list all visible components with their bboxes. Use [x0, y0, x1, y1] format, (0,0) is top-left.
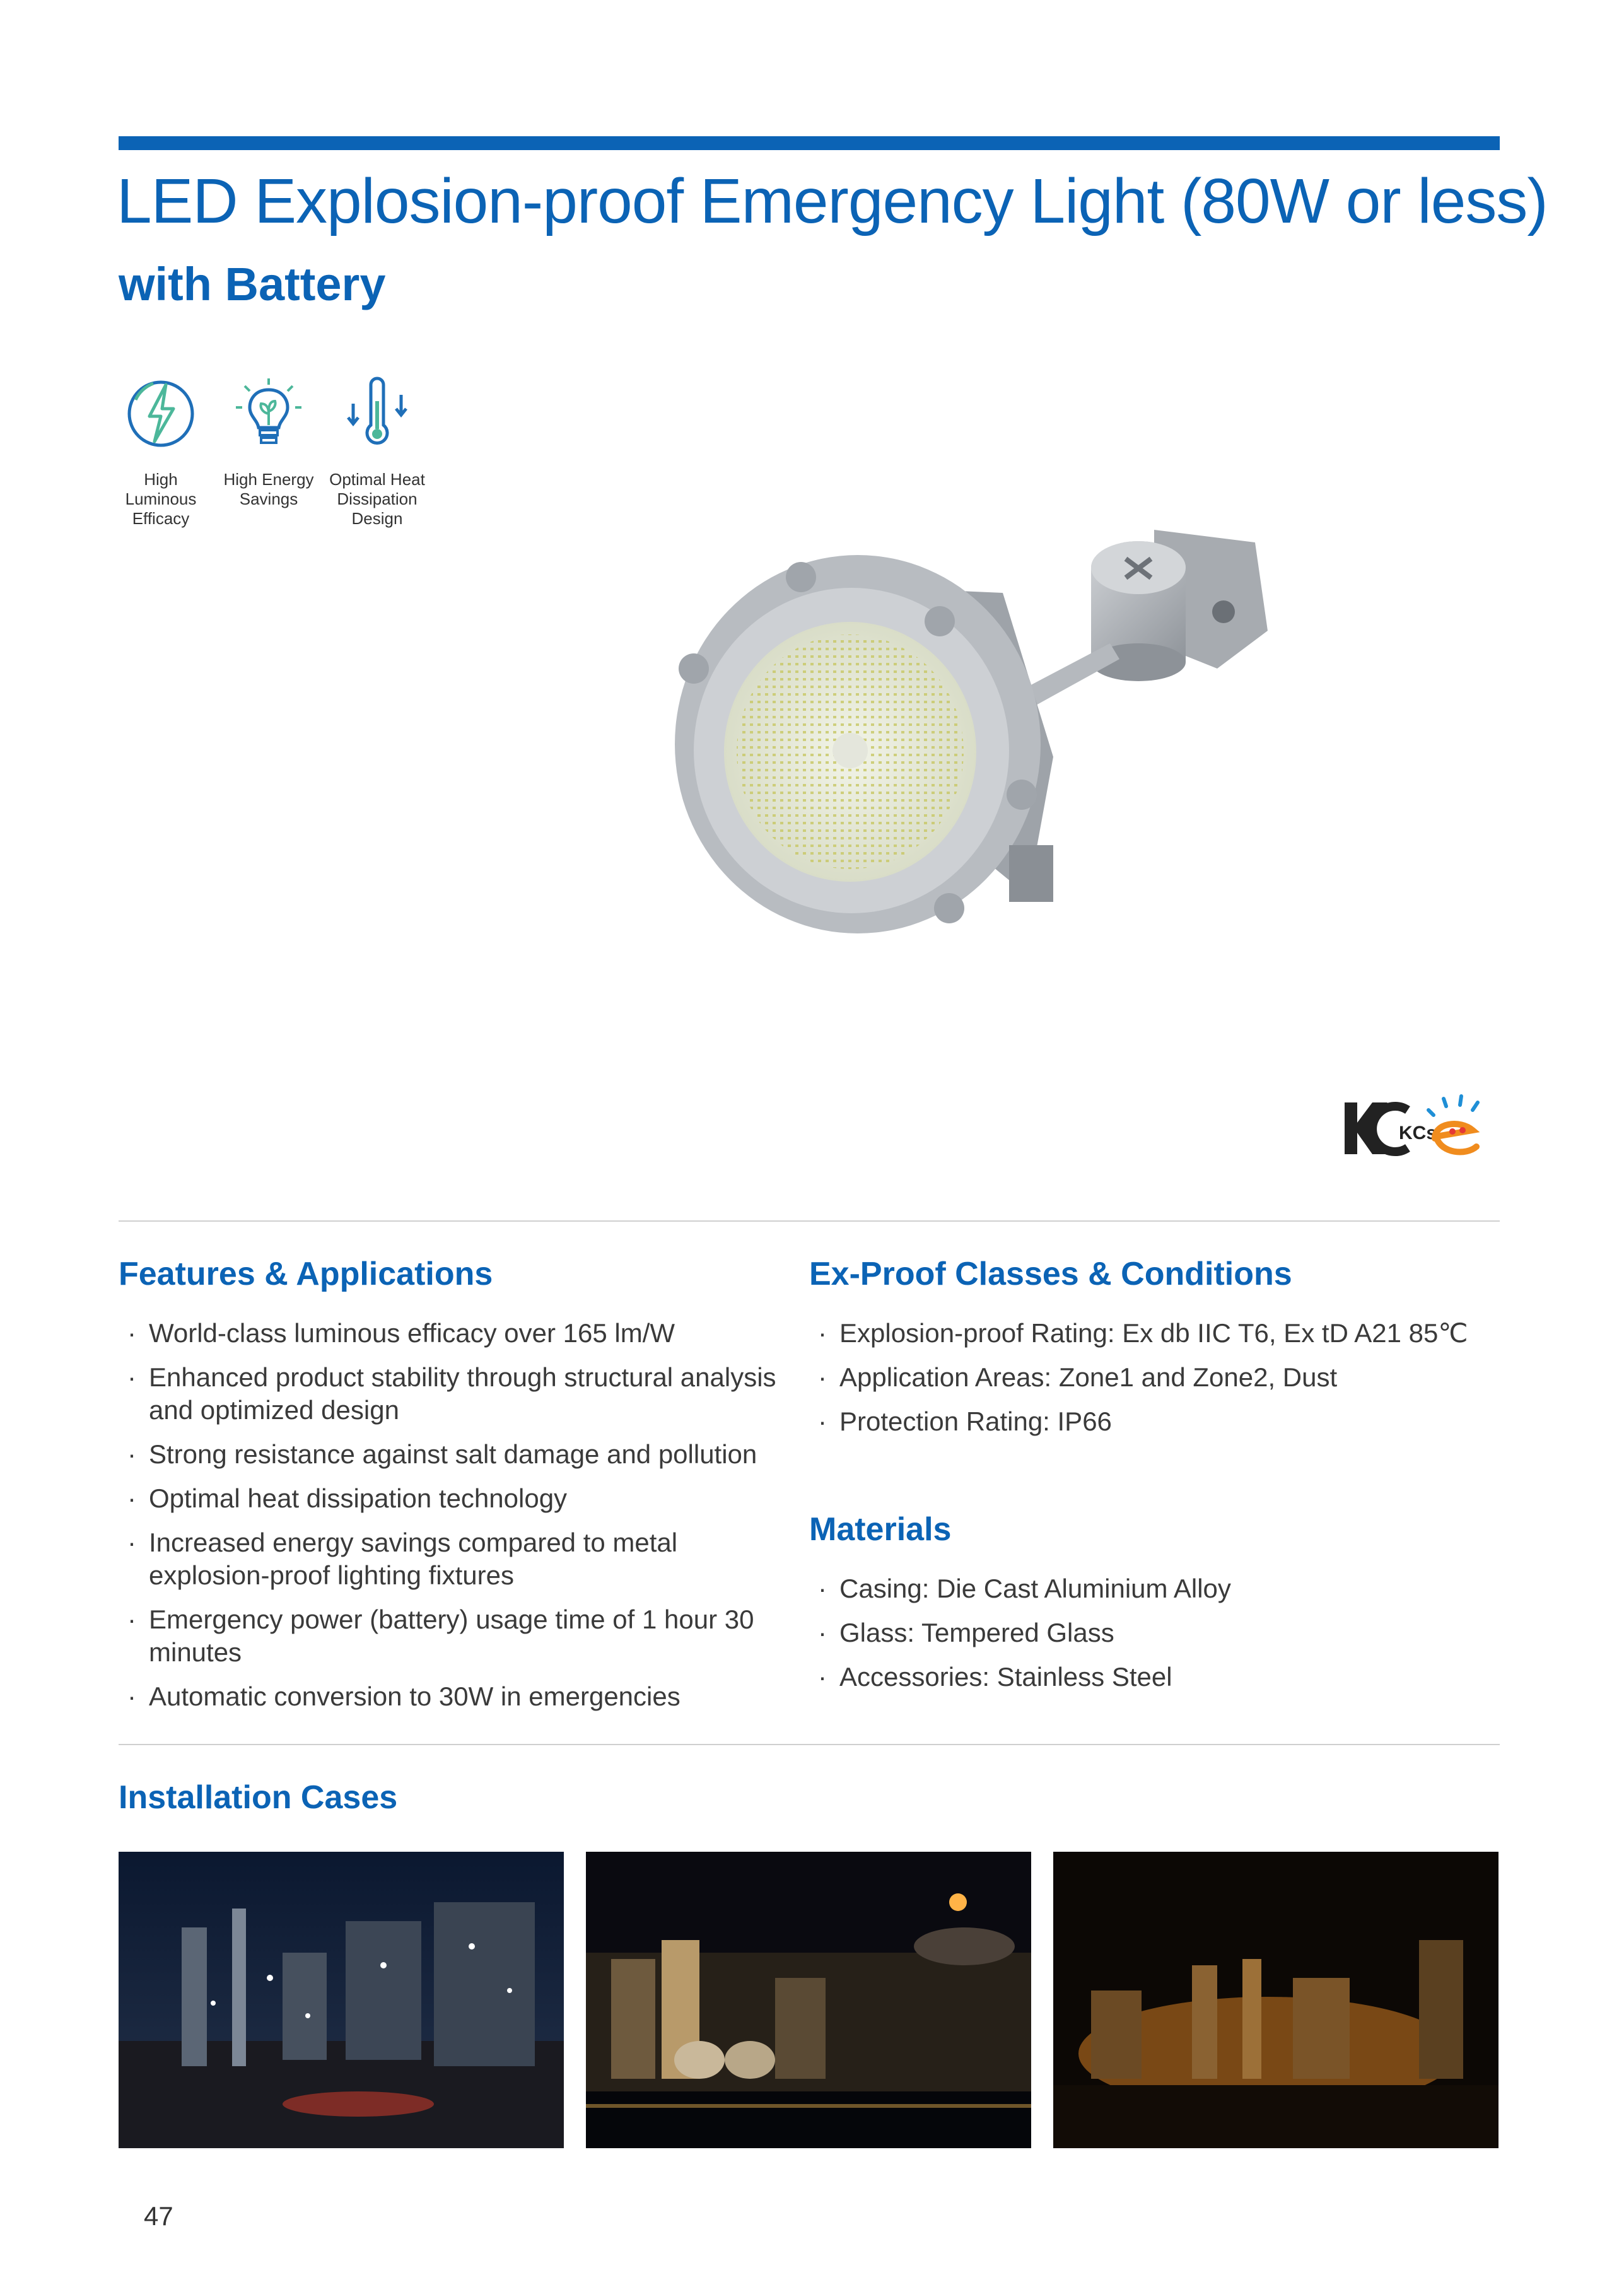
divider-1: [119, 1220, 1500, 1222]
installation-photo-2: [586, 1852, 1031, 2148]
list-item: · Casing: Die Cast Aluminium Alloy: [809, 1572, 1497, 1605]
thermometer-icon: [339, 376, 415, 452]
feature-label-efficacy: High Luminous Efficacy: [125, 470, 197, 528]
exproof-heading: Ex-Proof Classes & Conditions: [809, 1256, 1292, 1292]
list-item: · Enhanced product stability through structural analysis and optimized design: [119, 1361, 800, 1427]
features-list: [119, 1317, 800, 1724]
list-item: · Explosion-proof Rating: Ex db IIC T6, Ex tD A21 85℃: [809, 1317, 1497, 1350]
e-efficiency-mark-icon: [1416, 1091, 1492, 1167]
feature-icon-heat: [339, 376, 415, 455]
list-item: · World-class luminous efficacy over 165 lm/W: [119, 1317, 800, 1350]
lightbulb-plant-icon: [231, 376, 307, 452]
list-item: · Emergency power (battery) usage time of 1 hour 30 minutes: [119, 1603, 800, 1669]
list-item: · Application Areas: Zone1 and Zone2, Dust: [809, 1361, 1497, 1394]
features-heading: Features & Applications: [119, 1256, 493, 1292]
list-item: · Optimal heat dissipation technology: [119, 1482, 800, 1515]
list-item: · Protection Rating: IP66: [809, 1405, 1497, 1438]
page-title: LED Explosion-proof Emergency Light (80W or less): [117, 166, 1548, 237]
materials-heading: Materials: [809, 1511, 952, 1548]
product-image: [650, 517, 1280, 1022]
feature-label-heat: Optimal Heat Dissipation Design: [329, 470, 425, 528]
divider-2: [119, 1744, 1500, 1745]
installation-photo-1: [119, 1852, 564, 2148]
installation-photo-3: [1053, 1852, 1498, 2148]
feature-icon-efficacy: [123, 376, 199, 455]
list-item: · Increased energy savings compared to metal explosion-proof lighting fixtures: [119, 1526, 800, 1592]
list-item: · Strong resistance against salt damage and pollution: [119, 1438, 800, 1471]
feature-icon-savings: [231, 376, 307, 455]
page-number: 47: [144, 2201, 173, 2231]
installation-heading: Installation Cases: [119, 1779, 398, 1816]
e-mark: [1416, 1091, 1492, 1167]
list-item: · Accessories: Stainless Steel: [809, 1661, 1497, 1693]
page-subtitle: with Battery: [119, 258, 386, 310]
top-accent-bar: [119, 136, 1500, 150]
feature-label-savings: High Energy Savings: [223, 470, 314, 508]
materials-list: [809, 1572, 1497, 1705]
kcs-s-letter: KCs: [1399, 1123, 1437, 1143]
exproof-list: [809, 1317, 1497, 1449]
list-item: · Automatic conversion to 30W in emergencies: [119, 1680, 800, 1713]
list-item: · Glass: Tempered Glass: [809, 1616, 1497, 1649]
lightning-circle-icon: [123, 376, 199, 452]
